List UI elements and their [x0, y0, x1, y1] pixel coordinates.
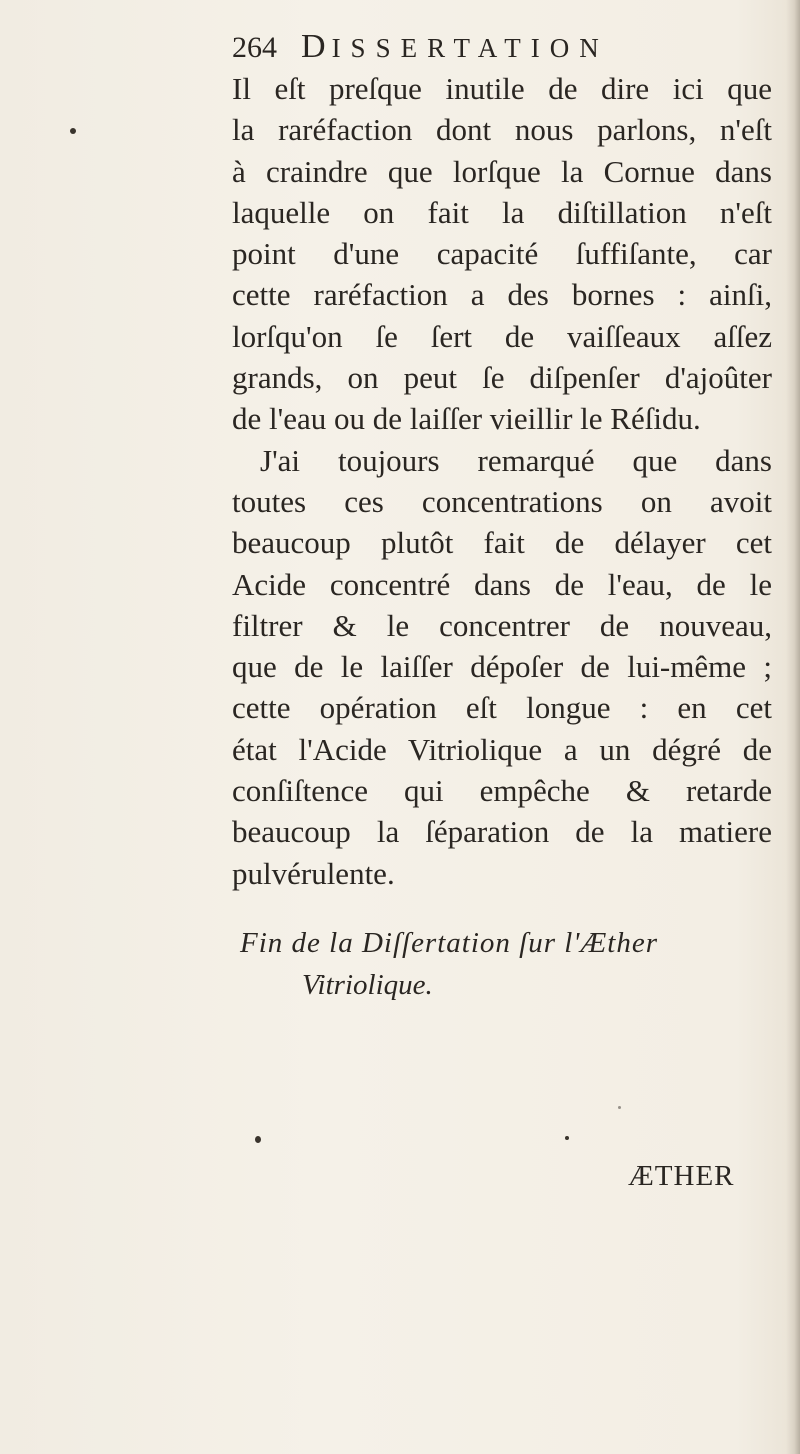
ink-speck	[618, 1106, 621, 1109]
end-of-dissertation-note	[240, 922, 780, 1006]
text-line: grands, on peut ſe diſpenſer d'ajoûter	[232, 360, 772, 396]
text-line: beaucoup plutôt fait de délayer cet	[232, 525, 772, 561]
text-line: point d'une capacité ſuffiſante, car	[232, 236, 772, 272]
body-paragraphs	[232, 68, 772, 894]
text-line: la raréfaction dont nous parlons, n'eſt	[232, 112, 772, 148]
text-line: conſiſtence qui empêche & retarde	[232, 773, 772, 809]
ending-line: Fin de la Diſſertation ſur l'Æther	[240, 927, 658, 959]
ink-speck	[565, 1136, 569, 1140]
text-line: que de le laiſſer dépoſer de lui-même ;	[232, 649, 772, 685]
text-line: pulvérulente.	[232, 855, 395, 891]
paragraph-first-line: J'ai toujours remarqué que dans	[260, 442, 772, 478]
text-line: lorſqu'on ſe ſert de vaiſſeaux aſſez	[232, 318, 772, 354]
ending-line: Vitriolique.	[302, 969, 433, 1001]
text-line: toutes ces concentrations on avoit	[232, 483, 772, 519]
page-edge-shadow	[786, 0, 800, 1454]
text-line: cette raréfaction a des bornes : ainſi,	[232, 277, 772, 313]
text-line: de l'eau ou de laiſſer vieillir le Réſidu.	[232, 401, 701, 437]
ink-speck	[70, 128, 76, 134]
running-title: DISSERTATION	[301, 28, 609, 65]
running-header	[232, 28, 609, 68]
text-line: à craindre que lorſque la Cornue dans	[232, 153, 772, 189]
catchword: ÆTHER	[628, 1160, 735, 1192]
ink-speck	[255, 1136, 261, 1143]
text-line: Acide concentré dans de l'eau, de le	[232, 566, 772, 602]
text-line: état l'Acide Vitriolique a un dégré de	[232, 731, 772, 767]
text-line: cette opération eſt longue : en cet	[232, 690, 772, 726]
text-line: Il eſt preſque inutile de dire ici que	[232, 71, 772, 106]
text-line: filtrer & le concentrer de nouveau,	[232, 607, 772, 643]
text-line: laquelle on fait la diſtillation n'eſt	[232, 194, 772, 230]
text-line: beaucoup la ſéparation de la matiere	[232, 814, 772, 850]
page-number: 264	[232, 31, 277, 64]
